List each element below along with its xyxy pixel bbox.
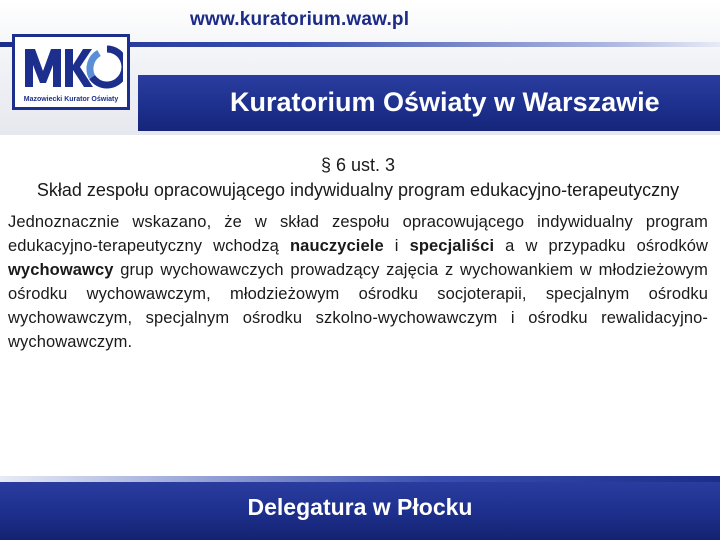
mko-logo-mark xyxy=(21,41,123,91)
body-bold-specialists: specjaliści xyxy=(409,237,495,255)
slide-content xyxy=(8,152,708,354)
footer-delegation: Delegatura w Płocku xyxy=(247,494,473,520)
section-reference: § 6 ust. 3 xyxy=(320,155,396,175)
title-band xyxy=(138,75,720,131)
logo-caption: Mazowiecki Kurator Oświaty xyxy=(23,96,119,103)
body-bold-teachers: nauczyciele xyxy=(289,237,384,255)
body-bold-educators: wychowawcy xyxy=(8,261,114,279)
website-url: www.kuratorium.waw.pl xyxy=(190,9,410,30)
body-text-part-1: Jednoznacznie wskazano, że w skład zespołu opracowującego indywidualny program edukacyjno-terapeutyczny wchodzą xyxy=(8,213,708,255)
body-text-part-4: grup wychowawczych prowadzący zajęcia z wychowankiem w młodzieżowym ośrodku wychowawczym, młodzieżowym ośrodku socjoterapii, specjalnym ośrodku wychowawczym, specjalnym ośrodku szkolno-wychowawczym i ośrodku rewalidacyjno-wychowawczym. xyxy=(8,261,708,351)
header-banner xyxy=(0,0,720,135)
body-text-part-2: i xyxy=(383,237,410,255)
body-text-part-3: a w przypadku ośrodków xyxy=(494,237,708,255)
footer-banner xyxy=(0,482,720,540)
section-heading: Skład zespołu opracowującego indywidualny program edukacyjno-terapeutyczny xyxy=(36,180,680,200)
body-paragraph xyxy=(8,210,708,354)
mko-logo xyxy=(12,34,130,110)
organization-title: Kuratorium Oświaty w Warszawie xyxy=(230,87,660,117)
